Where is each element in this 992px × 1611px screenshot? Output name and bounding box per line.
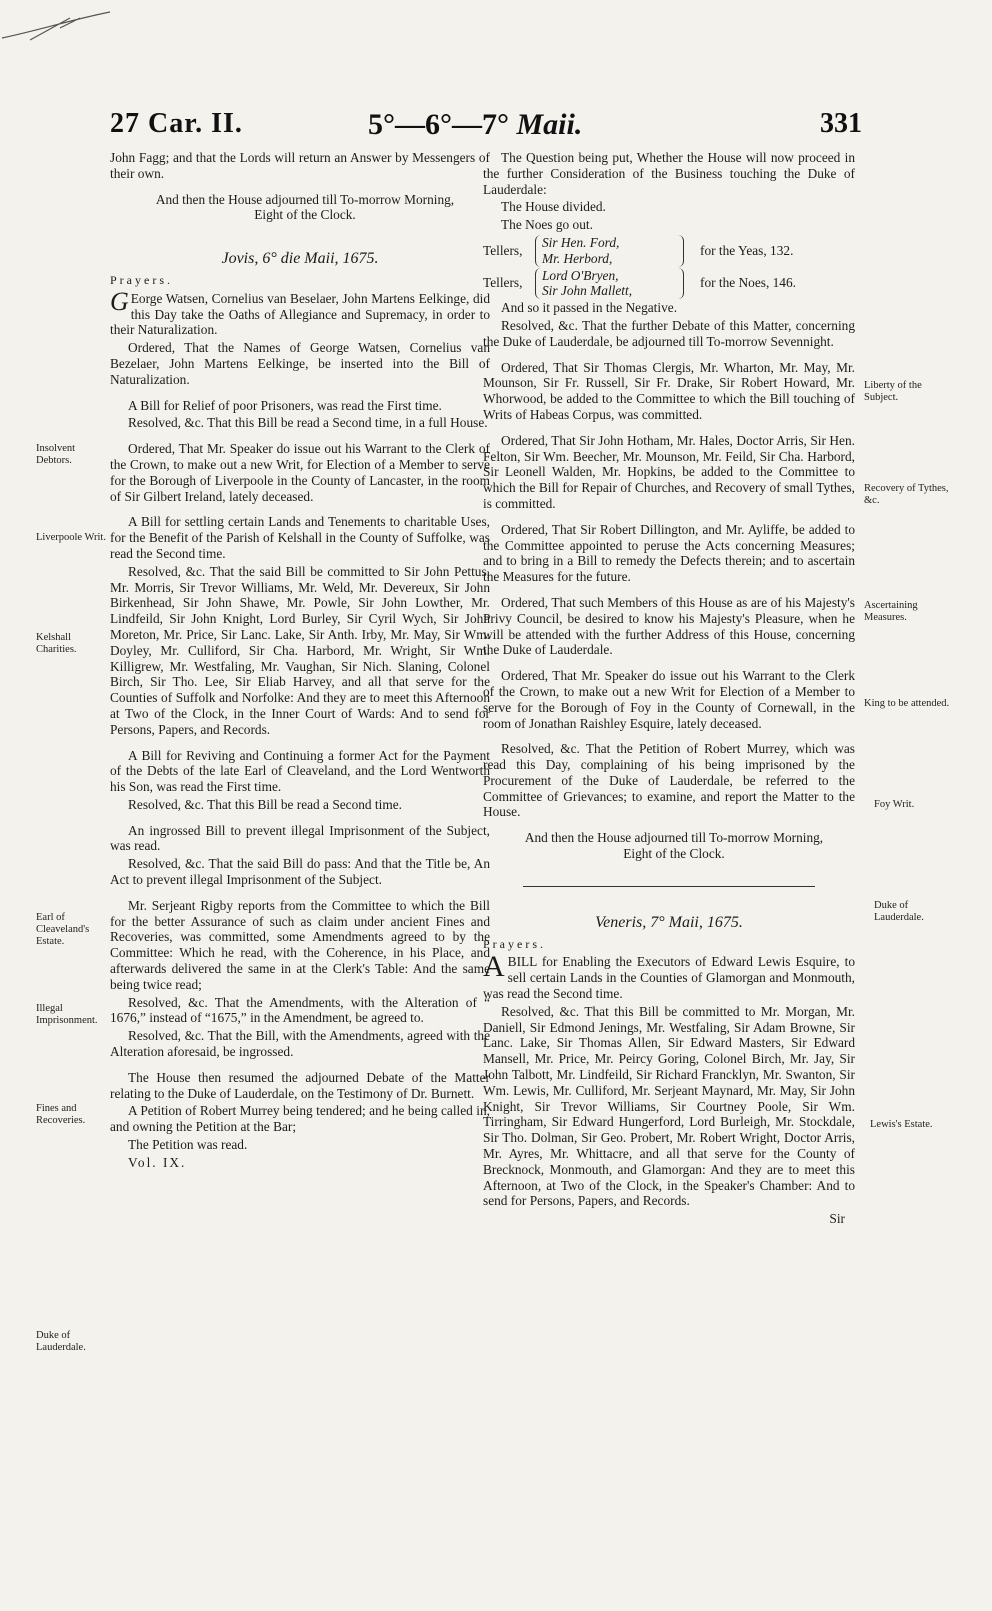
margin-note-lewis: Lewis's Estate.	[870, 1119, 933, 1130]
teller-name: Sir John Mallett,	[542, 283, 633, 299]
margin-scribble-mark	[0, 0, 200, 60]
adjournment-notice: And then the House adjourned till To-morrow Morning, Eight of the Clock.	[155, 191, 455, 223]
margin-note-fines: Fines and Recoveries.	[36, 1103, 86, 1126]
adjournment-notice: And then the House adjourned till To-morrow Morning, Eight of the Clock.	[524, 830, 824, 862]
fines-resolved-ingrossed: Resolved, &c. That the Bill, with the Amendments, agreed with the Alteration aforesaid, be ingrossed.	[110, 1028, 490, 1060]
fines-report: Mr. Serjeant Rigby reports from the Committee to which the Bill for the better Assurance of such as claim under ancient Fines and Recoveries, was committed, some Amendments agreed to by the Committee: Which he read, with the Coherence, in his Place, and afterwards delivered the same in at the Clerk's Table: And the same being twice read;	[110, 897, 490, 992]
margin-note-insolvent: Insolvent Debtors.	[36, 443, 76, 466]
tellers-label: Tellers,	[483, 275, 523, 291]
naturalization-order: Ordered, That the Names of George Watsen, Cornelius van Bezelaer, John Martens Eelkinge, be inserted into the Bill of Naturalization.	[110, 340, 490, 387]
noes-result: for the Noes, 146.	[700, 275, 796, 291]
kelshall-bill: A Bill for settling certain Lands and Tenements to charitable Uses, for the Benefit of the Parish of Kelshall in the County of Suffolke, was read the Second time.	[110, 514, 490, 561]
drop-cap: A	[483, 950, 505, 984]
left-column	[110, 150, 490, 1181]
margin-note-tythes: Recovery of Tythes, &c.	[864, 483, 949, 506]
header-reign: 27 Car. II.	[110, 108, 243, 139]
lewis-estate-resolved: Resolved, &c. That this Bill be committed to Mr. Morgan, Mr. Daniell, Sir Edmond Jenings, Mr. Westfaling, Sir Adam Browne, Sir Lanc. Lake, Sir Thomas Allen, Sir Edward Masters, Sir Edward Mansell, Mr. Price, Mr. Peircy Goring, Colonel Birch, Mr. Jay, Sir John Talbott, Mr. Lindfeild, Sir Richard Francklyn, Mr. Swanton, Sir Wm. Lewis, Mr. Culliford, Mr. Serjeant Maynard, Mr. May, Sir John Knight, Sir Trevor Williams, Sir Courtney Poole, Sir Wm. Tirringham, Sir Edward Hungerford, Lord Burleigh, Mr. Stockdale, Sir Tho. Dolman, Sir Geo. Probert, Mr. Robert Wright, Doctor Arris, Mr. Ayres, Mr. Whittacre, and all that serve for the County of Brecknock, Monmouth, and Glamorgan: And they are to meet this Afternoon, at Two of the Clock, in the Speaker's Chamber: And to send for Persons, Papers, and Records.	[483, 1003, 855, 1209]
illegal-imprisonment-bill: An ingrossed Bill to prevent illegal Imprisonment of the Subject, was read.	[110, 822, 490, 854]
habeas-corpus-order: Ordered, That Sir Thomas Clergis, Mr. Wharton, Mr. May, Mr. Mounson, Sir Fr. Russell, Sir Fr. Drake, Sir Robert Howard, Mr. Whorwood, be added to the Committee to which the Bill touching of Writs of Habeas Corpus, was committed.	[483, 359, 855, 422]
margin-note-foy: Foy Writ.	[874, 799, 915, 810]
further-debate-resolved: Resolved, &c. That the further Debate of this Matter, concerning the Duke of Lauderdale, be adjourned till To-morrow Sevennight.	[483, 317, 855, 349]
passed-negative: And so it passed in the Negative.	[501, 300, 678, 316]
volume-signature: Vol. IX.	[128, 1154, 187, 1170]
drop-cap: G	[110, 286, 129, 316]
header-dates	[368, 108, 582, 142]
question-put: The Question being put, Whether the House will now proceed in the further Consideration of the Business touching the Duke of Lauderdale:	[483, 150, 855, 197]
teller-name: Sir Hen. Ford,	[542, 234, 620, 250]
margin-note-cleaveland: Earl of Cleaveland's Estate.	[36, 912, 90, 947]
petition-read: The Petition was read.	[128, 1137, 248, 1153]
house-divided: The House divided.	[501, 199, 606, 215]
continuation-text: John Fagg; and that the Lords will return an Answer by Messengers of their own.	[110, 150, 490, 181]
petition-tendered: A Petition of Robert Murrey being tendered; and he being called in, and owning the Petition at the Bar;	[110, 1103, 490, 1135]
margin-note-illegal: Illegal Imprisonment.	[36, 1003, 98, 1026]
margin-note-lauderdale-right: Duke of Lauderdale.	[874, 900, 924, 923]
cleaveland-resolved: Resolved, &c. That this Bill be read a Second time.	[128, 796, 402, 812]
tellers-noes-names	[535, 268, 684, 300]
fines-resolved-amendments: Resolved, &c. That the Amendments, with the Alteration of “ 1676,” instead of “1675,” in the Amendment, be agreed to.	[110, 994, 490, 1026]
tellers-yeas-names	[535, 235, 684, 267]
tellers-label: Tellers,	[483, 242, 523, 258]
margin-note-kelshall: Kelshall Charities.	[36, 632, 77, 655]
insolvent-bill: A Bill for Relief of poor Prisoners, was read the First time.	[128, 397, 442, 413]
margin-note-lauderdale: Duke of Lauderdale.	[36, 1330, 86, 1353]
tythes-order: Ordered, That Sir John Hotham, Mr. Hales, Doctor Arris, Sir Hen. Felton, Sir Wm. Beecher, Mr. Mounson, Mr. Feild, Sir Cha. Harbord, Sir Leonell Walden, Mr. Hopkins, be added to the Committee to which the Bill for Repair of Churches, and Recovery of small Tythes, is committed.	[483, 432, 855, 511]
liverpoole-order: Ordered, That Mr. Speaker do issue out his Warrant to the Clerk of the Crown, to make out a new Writ, for Election of a Member to serve for the Borough of Liverpoole in the County of Lancaster, in the room of Sir Gilbert Ireland, lately deceased.	[110, 441, 490, 504]
teller-name: Lord O'Bryen,	[542, 267, 619, 283]
king-attended-order: Ordered, That such Members of this House as are of his Majesty's Privy Council, be desired to know his Majesty's Pleasure, when he will be attended with the further Address of this House, concerning the Duke of Lauderdale.	[483, 594, 855, 658]
tellers-noes	[483, 268, 855, 300]
catchword: Sir	[829, 1211, 845, 1227]
prayers-heading: Prayers.	[483, 936, 546, 951]
cleaveland-bill: A Bill for Reviving and Continuing a former Act for the Payment of the Debts of the late Earl of Cleaveland, and the Lord Wentworth his Son, was read the First time.	[110, 747, 490, 795]
margin-note-king: King to be attended.	[864, 698, 950, 709]
margin-note-liverpoole: Liverpoole Writ.	[36, 532, 106, 543]
tellers-yeas	[483, 235, 855, 267]
header-day-numbers: 5°—6°—7°	[368, 108, 509, 141]
date-heading: Jovis, 6° die Maii, 1675.	[221, 250, 379, 268]
prayers-heading: Prayers.	[110, 272, 173, 287]
foy-writ-order: Ordered, That Mr. Speaker do issue out his Warrant to the Clerk of the Crown, to make out a new Writ for Election of a Member to serve for the Borough of Foy in the County of Cornewall, in the room of Jonathan Raishley Esquire, lately deceased.	[483, 668, 855, 731]
lewis-estate-bill: BILL for Enabling the Executors of Edward Lewis Esquire, to sell certain Lands in the Counties of Glamorgan and Monmouth, was read the Second time.	[483, 954, 855, 1002]
header-month: Maii.	[516, 108, 583, 141]
lauderdale-debate: The House then resumed the adjourned Debate of the Matter relating to the Duke of Lauderdale, on the Testimony of Dr. Burnett.	[110, 1069, 490, 1101]
date-heading: Veneris, 7° Maii, 1675.	[595, 913, 743, 931]
kelshall-resolved: Resolved, &c. That the said Bill be committed to Sir John Pettus, Mr. Morris, Sir Trevor Williams, Mr. Weld, Mr. Devereux, Sir John Birkenhead, Sir John Shawe, Mr. Powle, Sir John Lowther, Mr. Lindfeild, Sir John Knight, Lord Burley, Sir Cyril Wych, Sir John Moreton, Mr. Price, Sir Lanc. Lake, Sir Anth. Irby, Mr. May, Sir Wm. Doyley, Mr. Culliford, Sir Cha. Harbord, Mr. Wright, Sir Wm. Killigrew, Mr. Westfaling, Mr. Vaughan, Sir Nich. Slaning, Colonel Birch, Sir Tho. Lee, Sir Eliab Harvey, and all that serve for the Counties of Suffolk and Norfolke: And they are to meet this Afternoon at Two of the Clock, in the Inner Court of Wards: And to send for Persons, Papers, and Records.	[110, 563, 490, 737]
yeas-result: for the Yeas, 132.	[700, 242, 794, 258]
insolvent-resolved: Resolved, &c. That this Bill be read a Second time, in a full House.	[128, 415, 488, 431]
margin-note-liberty: Liberty of the Subject.	[864, 380, 922, 403]
page-number: 331	[820, 108, 862, 139]
noes-go-out: The Noes go out.	[501, 217, 593, 233]
murrey-petition-resolved: Resolved, &c. That the Petition of Robert Murrey, which was read this Day, complaining of his being imprisoned by the Procurement of the Duke of Lauderdale, be referred to the Committee of Grievances; to examine, and report the Matter to the House.	[483, 741, 855, 820]
margin-note-measures: Ascertaining Measures.	[864, 600, 918, 623]
teller-name: Mr. Herbord,	[542, 250, 613, 266]
measures-order: Ordered, That Sir Robert Dillington, and Mr. Ayliffe, be added to the Committee appointed to peruse the Acts concerning Measures; and to bring in a Bill to remedy the Defects therein; and to ascertain the Measures for the future.	[483, 521, 855, 585]
right-column	[483, 150, 855, 1237]
illegal-imprisonment-resolved: Resolved, &c. That the said Bill do pass: And that the Title be, An Act to prevent illegal Imprisonment of the Subject.	[110, 856, 490, 888]
naturalization-oaths: Eorge Watsen, Cornelius van Beselaer, John Martens Eelkinge, did this Day take the Oaths of Allegiance and Supremacy, in order to their Naturalization.	[110, 290, 490, 338]
section-divider	[523, 886, 815, 887]
